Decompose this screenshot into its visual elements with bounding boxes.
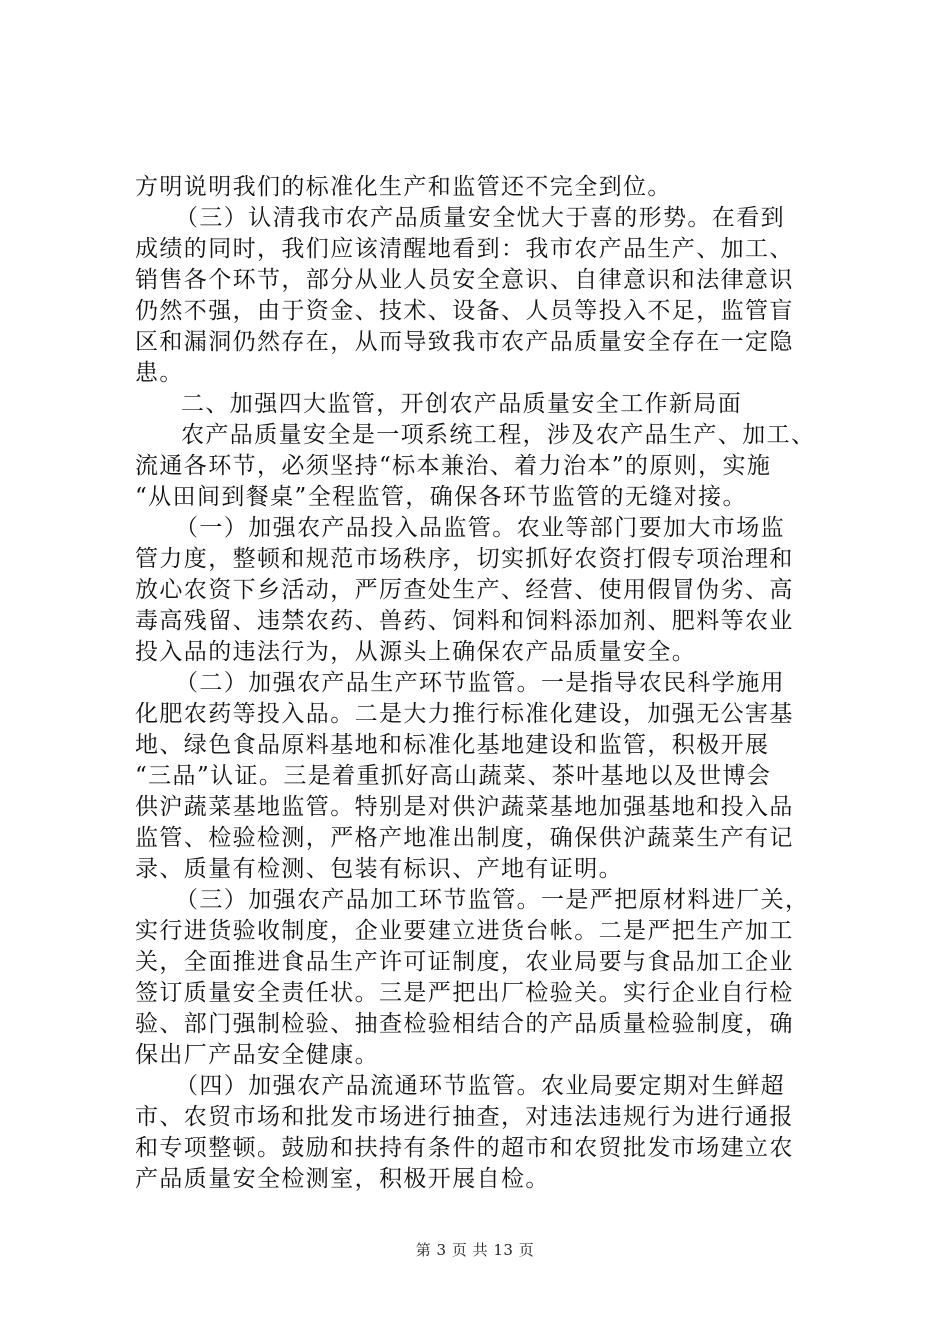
- text-line: 仍然不强，由于资金、技术、设备、人员等投入不足，监管盲: [135, 298, 794, 324]
- text-line: 方明说明我们的标准化生产和监管还不完全到位。: [135, 174, 672, 200]
- text-line: （一）加强农产品投入品监管。农业等部门要加大市场监: [175, 515, 785, 541]
- text-line: 成绩的同时，我们应该清醒地看到：我市农产品生产、加工、: [135, 236, 794, 262]
- text-line: 管力度，整顿和规范市场秩序，切实抓好农资打假专项治理和: [135, 546, 794, 572]
- page-number-footer: 第 3 页 共 13 页: [415, 1241, 535, 1259]
- text-line: “从田间到餐桌”全程监管，确保各环节监管的无缝对接。: [135, 484, 747, 510]
- text-line: （三）认清我市农产品质量安全忧大于喜的形势。在看到: [175, 205, 785, 231]
- text-line: 投入品的违法行为，从源头上确保农产品质量安全。: [135, 639, 697, 665]
- text-line: 实行进货验收制度，企业要建立进货台帐。二是严把生产加工: [135, 918, 794, 944]
- text-line: 供沪蔬菜基地监管。特别是对供沪蔬菜基地加强基地和投入品: [135, 794, 794, 820]
- text-line: 流通各环节，必须坚持“标本兼治、着力治本”的原则，实施: [135, 453, 772, 479]
- text-line: 患。: [135, 360, 184, 386]
- text-line: 签订质量安全责任状。三是严把出厂检验关。实行企业自行检: [135, 980, 794, 1006]
- text-line: 关，全面推进食品生产许可证制度，农业局要与食品加工企业: [135, 949, 794, 975]
- section-heading: 二、加强四大监管，开创农产品质量安全工作新局面: [181, 391, 743, 417]
- text-line: 产品质量安全检测室，积极开展自检。: [135, 1166, 550, 1192]
- document-body: [135, 172, 835, 1195]
- text-line: 化肥农药等投入品。二是大力推行标准化建设，加强无公害基: [135, 701, 794, 727]
- text-line: （三）加强农产品加工环节监管。一是严把原材料进厂关，: [175, 887, 810, 913]
- text-line: 农产品质量安全是一项系统工程，涉及农产品生产、加工、: [181, 422, 816, 448]
- text-line: 录、质量有检测、包装有标识、产地有证明。: [135, 856, 623, 882]
- text-line: 毒高残留、违禁农药、兽药、饲料和饲料添加剂、肥料等农业: [135, 608, 794, 634]
- text-line: “三品”认证。三是着重抓好高山蔬菜、茶叶基地以及世博会: [135, 763, 772, 789]
- text-line: 和专项整顿。鼓励和扶持有条件的超市和农贸批发市场建立农: [135, 1135, 794, 1161]
- text-line: 销售各个环节，部分从业人员安全意识、自律意识和法律意识: [135, 267, 794, 293]
- text-line: （二）加强农产品生产环节监管。一是指导农民科学施用: [175, 670, 785, 696]
- text-line: 监管、检验检测，严格产地准出制度，确保供沪蔬菜生产有记: [135, 825, 794, 851]
- text-line: 验、部门强制检验、抽查检验相结合的产品质量检验制度，确: [135, 1011, 794, 1037]
- text-line: 放心农资下乡活动，严厉查处生产、经营、使用假冒伪劣、高: [135, 577, 794, 603]
- text-line: 区和漏洞仍然存在，从而导致我市农产品质量安全存在一定隐: [135, 329, 794, 355]
- text-line: 保出厂产品安全健康。: [135, 1042, 379, 1068]
- text-line: （四）加强农产品流通环节监管。农业局要定期对生鲜超: [175, 1073, 785, 1099]
- text-line: 地、绿色食品原料基地和标准化基地建设和监管，积极开展: [135, 732, 770, 758]
- text-line: 市、农贸市场和批发市场进行抽查，对违法违规行为进行通报: [135, 1104, 794, 1130]
